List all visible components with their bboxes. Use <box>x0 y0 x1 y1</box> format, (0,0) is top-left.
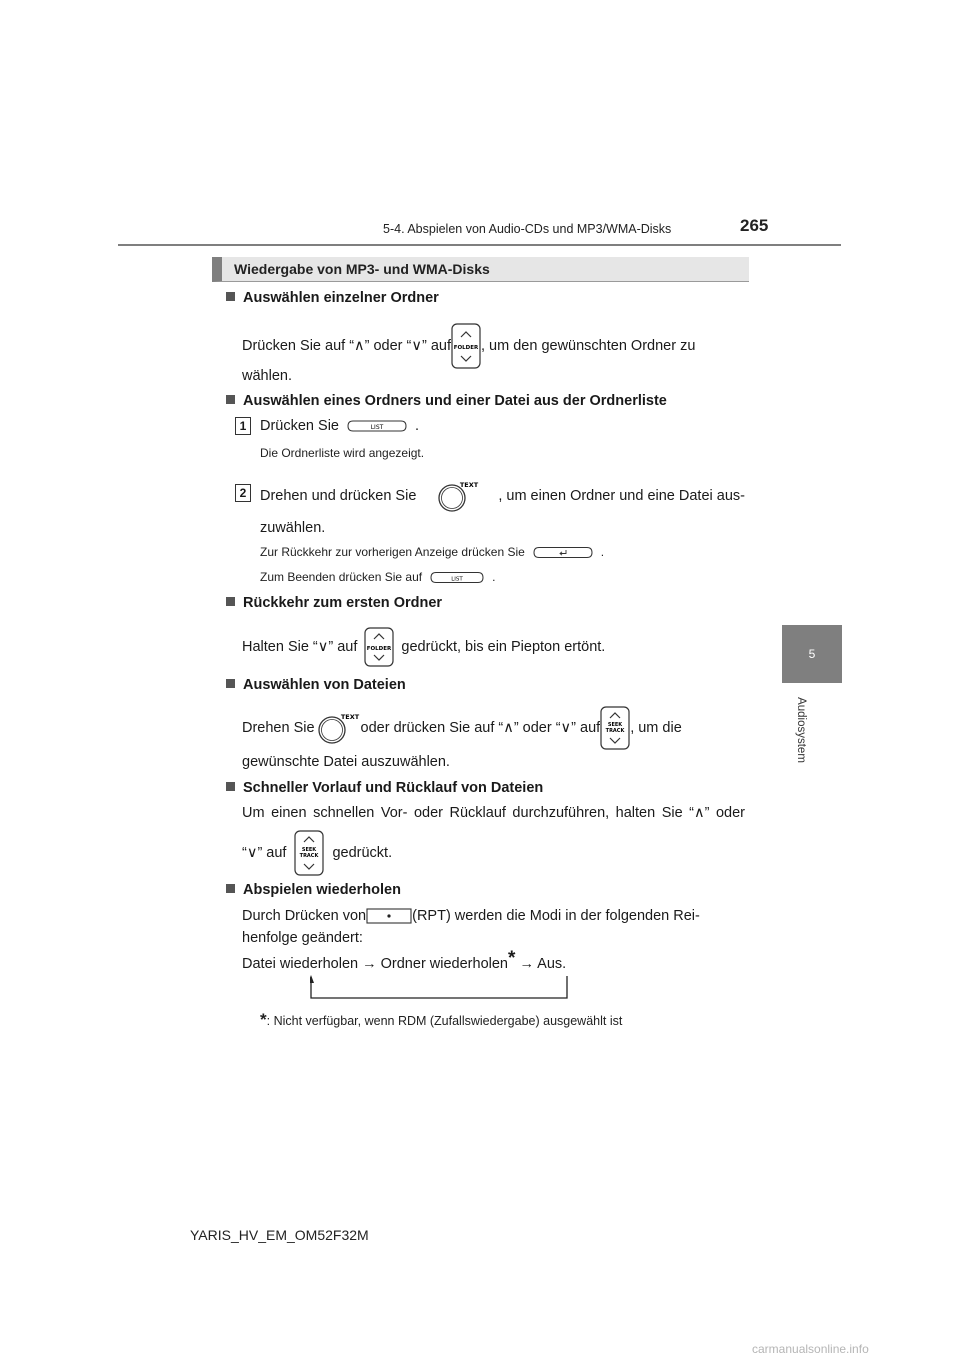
chapter-number: 5 <box>808 647 816 661</box>
folder-label: FOLDER <box>453 345 479 351</box>
section-title: Wiedergabe von MP3- und WMA-Disks <box>234 261 490 277</box>
list-label: LIST <box>370 424 384 431</box>
step-2-note-back: Zur Rückkehr zur vorherigen Anzeige drücken Sie . <box>260 545 605 559</box>
track-label: TRACK <box>605 728 625 734</box>
footnote-marker: * <box>260 1010 267 1029</box>
paragraph-select-files-line2: gewünschte Datei auszuwählen. <box>242 754 450 770</box>
list-button-icon <box>347 419 407 433</box>
step-2-line2: zuwählen. <box>260 520 326 536</box>
seek-label: SEEK <box>608 722 623 728</box>
page-number: 265 <box>740 216 769 235</box>
seek-label: SEEK <box>302 847 317 853</box>
folder-label: FOLDER <box>367 646 392 652</box>
folder-button-icon <box>451 323 481 369</box>
model-code: YARIS_HV_EM_OM52F32M <box>190 1227 369 1243</box>
heading-select-files: Auswählen von Dateien <box>226 677 406 693</box>
footnote: *: Nicht verfügbar, wenn RDM (Zufallswiedergabe) ausgewählt ist <box>260 1010 623 1029</box>
loop-back-arrow-icon <box>310 975 572 1001</box>
text-label: TEXT <box>340 713 359 721</box>
repeat-mode-sequence <box>242 948 567 974</box>
text-knob-icon <box>435 479 479 513</box>
text-label: TEXT <box>460 481 479 489</box>
paragraph-repeat-line2: henfolge geändert: <box>242 930 363 946</box>
arrow-icon: → <box>362 956 377 972</box>
paragraph-fast-forward-line1: Um einen schnellen Vor- oder Rücklauf durchzuführen, halten Sie “∧” oder <box>242 805 745 821</box>
heading-repeat-playback: Abspielen wiederholen <box>226 882 401 898</box>
square-bullet-icon <box>226 884 235 893</box>
heading-return-first-folder: Rückkehr zum ersten Ordner <box>226 595 442 611</box>
square-bullet-icon <box>226 395 235 404</box>
paragraph-select-folder-line2: wählen. <box>242 368 292 384</box>
section-title-bar <box>212 257 749 282</box>
rpt-button-icon <box>366 908 412 924</box>
footnote-marker: * <box>508 948 516 969</box>
chapter-label: Audiosystem <box>795 697 807 763</box>
paragraph-select-files: Drehen Sie TEXT oder drücken Sie auf “∧” oder “∨” auf SEEK TRACK , um die <box>242 706 745 750</box>
paragraph-repeat-line1: Durch Drücken von (RPT) werden die Modi in der folgenden Rei- <box>242 908 700 924</box>
mode-off: Aus. <box>537 956 567 972</box>
step-1-text: Drücken Sie LIST . <box>260 418 420 434</box>
header-rule <box>118 244 841 246</box>
heading-select-from-list: Auswählen eines Ordners und einer Datei aus der Ordnerliste <box>226 393 667 409</box>
paragraph-return-first-folder: Halten Sie “∨” auf FOLDER gedrückt, bis ein Piepton ertönt. <box>242 627 605 667</box>
watermark: carmanualsonline.info <box>752 1342 869 1356</box>
square-bullet-icon <box>226 597 235 606</box>
list-label: LIST <box>451 576 463 582</box>
mode-folder-repeat: Ordner wiederholen <box>380 956 508 972</box>
mode-file-repeat: Datei wiederholen <box>242 956 359 972</box>
running-header-section: 5-4. Abspielen von Audio-CDs und MP3/WMA-Disks <box>383 222 672 236</box>
list-button-icon <box>430 571 484 584</box>
seek-track-button-icon <box>294 830 324 876</box>
heading-select-folder: Auswählen einzelner Ordner <box>226 290 439 306</box>
heading-fast-forward-rewind: Schneller Vorlauf und Rücklauf von Dateien <box>226 780 543 796</box>
step-2-text: Drehen und drücken Sie TEXT , um einen Ordner und eine Datei aus- <box>260 478 745 514</box>
track-label: TRACK <box>300 853 319 859</box>
step-number-1: 1 <box>235 417 251 435</box>
square-bullet-icon <box>226 679 235 688</box>
step-number-2: 2 <box>235 484 251 502</box>
text-knob-icon <box>315 711 361 745</box>
back-button-icon <box>533 546 593 559</box>
step-1-note: Die Ordnerliste wird angezeigt. <box>260 446 425 460</box>
square-bullet-icon <box>226 782 235 791</box>
folder-button-icon <box>364 627 394 667</box>
seek-track-button-icon <box>600 706 630 750</box>
paragraph-fast-forward-line2: “∨” auf SEEK TRACK gedrückt. <box>242 830 392 876</box>
square-bullet-icon <box>226 292 235 301</box>
paragraph-select-folder: Drücken Sie auf “∧” oder “∨” auf FOLDER , um den gewünschten Ordner zu <box>242 328 745 364</box>
step-2-note-exit: Zum Beenden drücken Sie auf LIST . <box>260 570 496 584</box>
chapter-tab <box>782 625 842 683</box>
arrow-icon: → <box>519 956 534 972</box>
